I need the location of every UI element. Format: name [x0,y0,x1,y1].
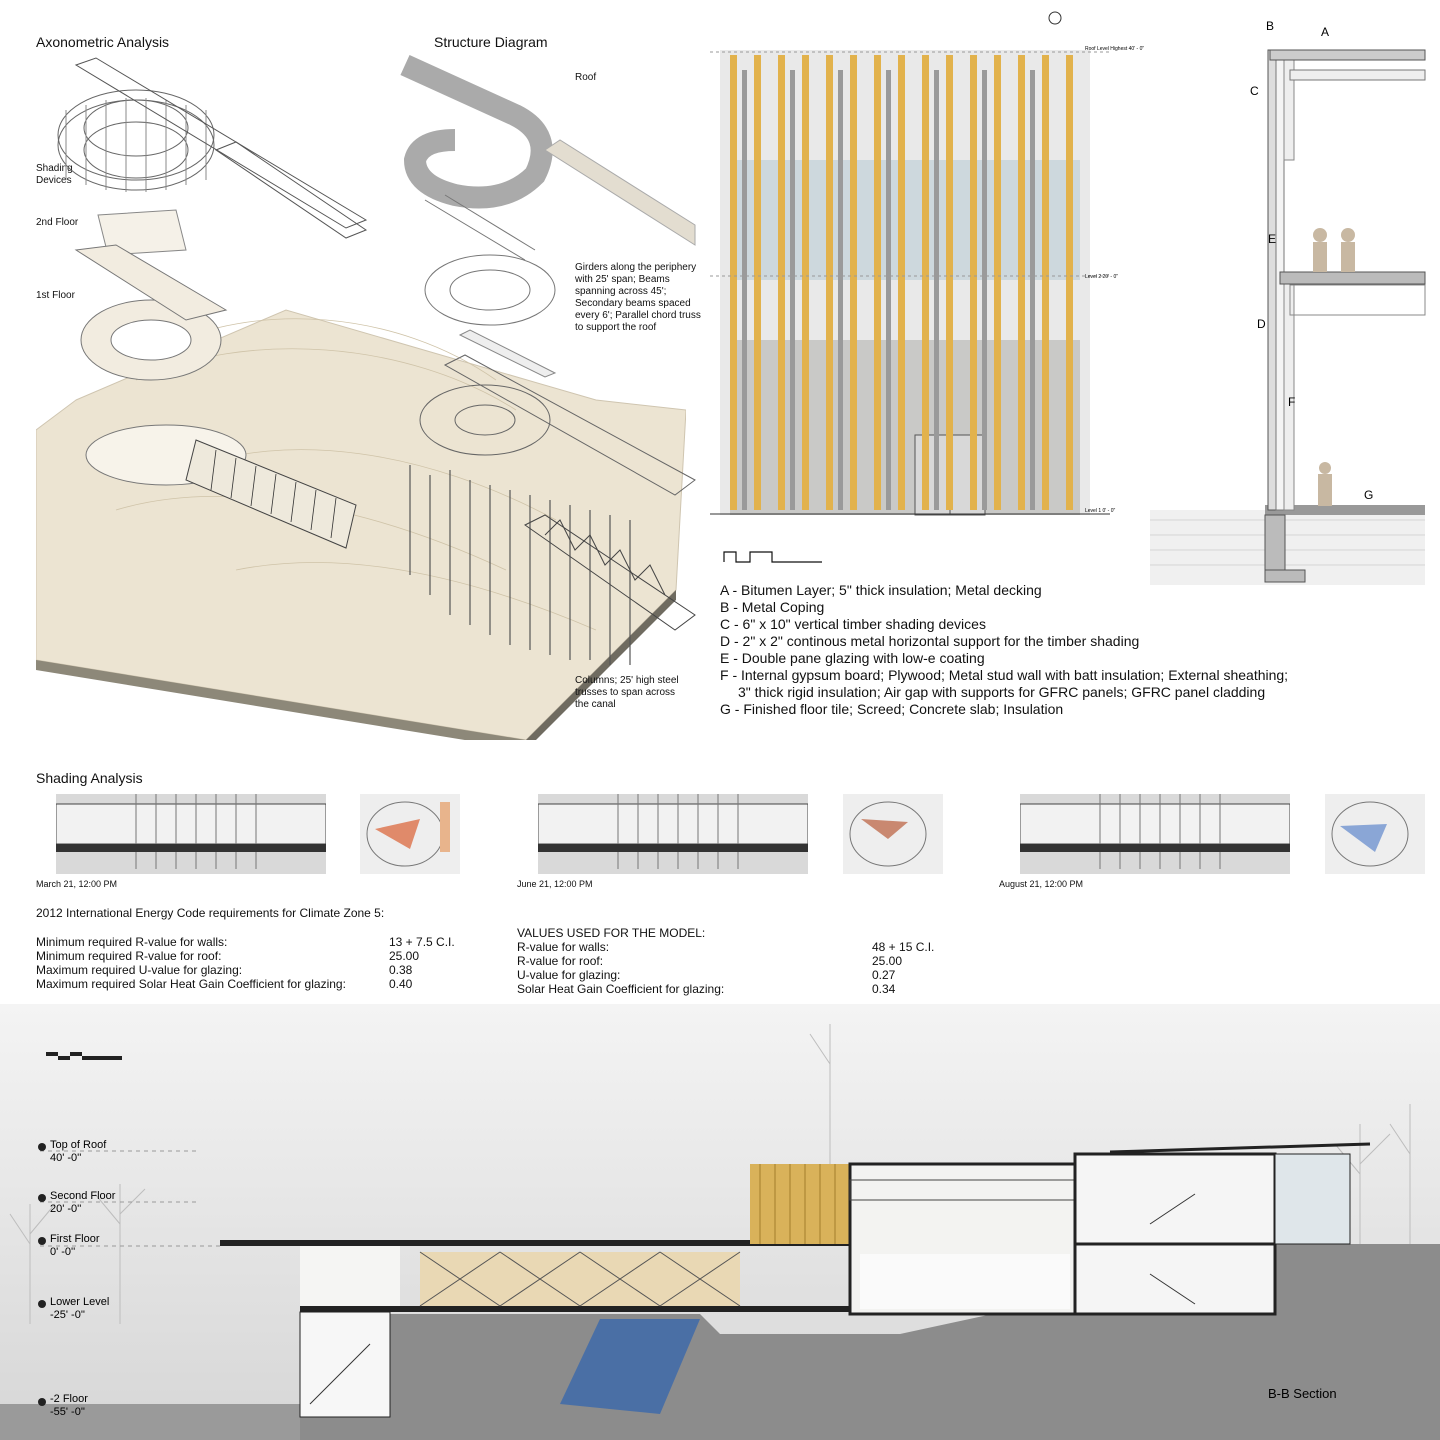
wall-letter-g: G [1364,488,1374,502]
model-values-table [517,940,957,996]
shading-render-june [538,794,808,874]
table-row: Maximum required U-value for glazing: 0.38 [36,963,413,977]
energy-code-heading: 2012 International Energy Code requirements for Climate Zone 5: [36,906,385,920]
sunpath-august [1325,794,1425,874]
section-level-first-elev: 0' -0'' [50,1246,76,1258]
shading-caption-august: August 21, 12:00 PM [999,879,1084,889]
table-row: Minimum required R-value for roof: 25.00 [36,949,420,963]
shading-render-august [1020,794,1290,874]
structure-roof-label: Roof [575,72,597,83]
shading-caption-march: March 21, 12:00 PM [36,879,118,889]
shading-caption-june: June 21, 12:00 PM [517,879,593,889]
axon-label-2nd-floor: 2nd Floor [36,217,79,228]
axon-title: Axonometric Analysis [36,34,170,50]
table-row: Solar Heat Gain Coefficient for glazing: 0.34 [517,982,896,996]
section-level-second-name: Second Floor [50,1190,116,1202]
wall-section-detail [1150,10,1430,590]
wall-letter-e: E [1268,232,1277,246]
structure-title: Structure Diagram [434,34,548,50]
facade-elevation [710,10,1150,530]
elev-level-1: Level 1 0' - 0" [1085,508,1116,514]
section-level-minus2-name: -2 Floor [50,1393,88,1405]
section-level-lower-elev: -25' -0'' [50,1309,86,1321]
table-row: Maximum required Solar Heat Gain Coefficient for glazing: 0.40 [36,977,413,991]
legend-item-f-cont: 3" thick rigid insulation; Air gap with supports for GFRC panels; GFRC panel cladding [738,684,1266,700]
wall-letter-b: B [1266,19,1275,33]
shading-render-march [56,794,326,874]
wall-letter-a: A [1321,25,1330,39]
elevation-scale-bar [722,548,832,568]
material-legend [720,582,1288,718]
legend-item-g: G - Finished floor tile; Screed; Concrete slab; Insulation [720,701,1064,717]
shading-title: Shading Analysis [36,770,143,786]
legend-item-c: C - 6" x 10" vertical timber shading devices [720,616,986,632]
axon-label-shading: Shading Devices [36,163,73,186]
section-level-first-name: First Floor [50,1233,100,1245]
section-level-roof-elev: 40' -0'' [50,1152,82,1164]
legend-item-d: D - 2" x 2" continous metal horizontal support for the timber shading [720,633,1140,649]
section-level-roof-name: Top of Roof [50,1139,107,1151]
elev-level-2: Level 2 20' - 0" [1085,274,1119,280]
structure-columns-note: Columns; 25' high steel trusses to span across the canal [575,675,679,710]
wall-letter-d: D [1257,317,1266,331]
energy-code-table [36,935,476,991]
table-row: U-value for glazing: 0.27 [517,968,896,982]
sunpath-june [843,794,943,874]
structure-drawing [395,55,705,695]
table-row: Minimum required R-value for walls: 13 + 7.5 C.I. [36,935,455,949]
legend-item-b: B - Metal Coping [720,599,825,615]
table-row: R-value for roof: 25.00 [517,954,903,968]
section-level-second-elev: 20' -0'' [50,1203,82,1215]
wall-letter-c: C [1250,84,1259,98]
section-title: B-B Section [1268,1386,1337,1401]
legend-item-e: E - Double pane glazing with low-e coating [720,650,985,666]
axon-label-1st-floor: 1st Floor [36,290,75,301]
section-level-lower-name: Lower Level [50,1296,110,1308]
legend-item-f: F - Internal gypsum board; Plywood; Metal stud wall with batt insulation; External sheathing; [720,667,1289,683]
model-values-heading: VALUES USED FOR THE MODEL: [517,926,706,940]
legend-item-a: A - Bitumen Layer; 5" thick insulation; Metal decking [720,582,1042,598]
section-level-minus2-elev: -55' -0'' [50,1406,86,1418]
wall-letter-f: F [1288,395,1296,409]
table-row: R-value for walls: 48 + 15 C.I. [517,940,935,954]
elev-level-roof: Roof Level Highest 40' - 0" [1085,46,1145,52]
sunpath-march [360,794,460,874]
structure-girders-note: Girders along the periphery with 25' span; Beams spanning across 45'; Secondary beams spaced every 6'; Parallel chord truss to support the roof [575,262,701,333]
bb-section-drawing [0,1004,1440,1440]
